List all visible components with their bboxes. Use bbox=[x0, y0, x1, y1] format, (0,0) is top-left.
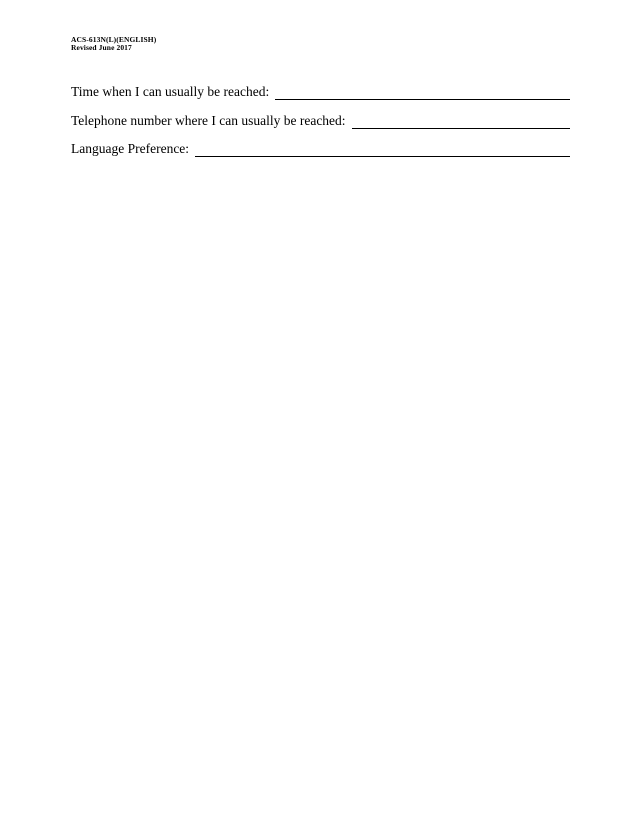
field-row-time-reached bbox=[71, 72, 570, 101]
form-revision-date: Revised June 2017 bbox=[71, 43, 132, 52]
time-reached-blank[interactable] bbox=[275, 82, 570, 100]
time-reached-label: Time when I can usually be reached: bbox=[71, 84, 270, 100]
form-fields bbox=[71, 72, 570, 158]
form-header bbox=[71, 36, 156, 52]
telephone-blank[interactable] bbox=[352, 111, 570, 129]
telephone-label: Telephone number where I can usually be reached: bbox=[71, 112, 346, 128]
language-preference-blank[interactable] bbox=[195, 139, 570, 157]
field-row-language-preference bbox=[71, 129, 570, 158]
language-preference-label: Language Preference: bbox=[71, 141, 190, 157]
form-number: ACS-613N(L)(ENGLISH) bbox=[71, 35, 157, 44]
field-row-telephone bbox=[71, 100, 570, 129]
